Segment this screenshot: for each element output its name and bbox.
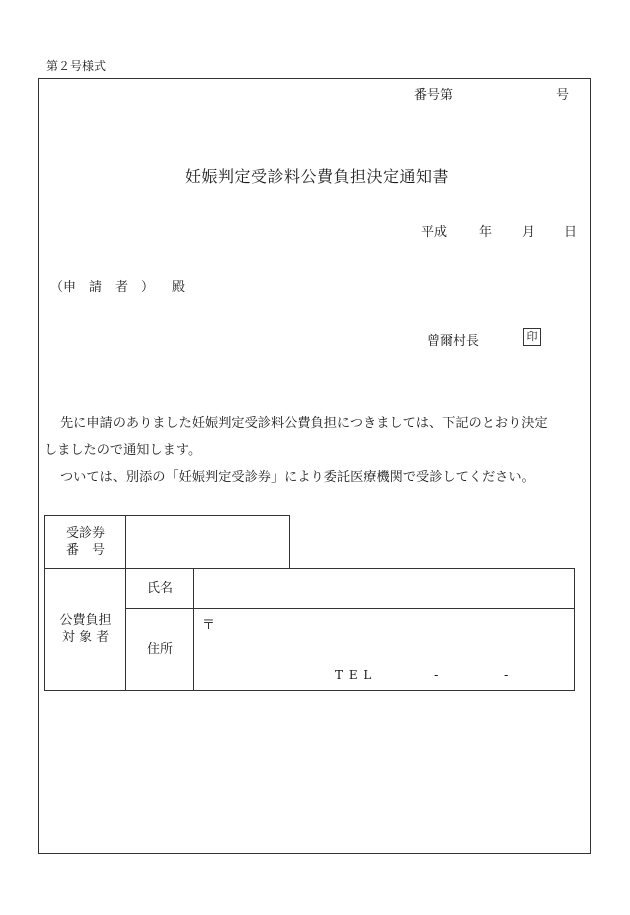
tel-separator-1: -: [434, 668, 439, 683]
applicant-field: [50, 276, 185, 295]
ticket-header-line-1: 受診券: [65, 526, 105, 541]
body-text-line-3: ついては、別添の「妊娠判定受診券」により委託医療機関で受診してください。: [60, 470, 535, 485]
body-text-line-2: しましたので通知します。: [44, 443, 202, 458]
tel-label: T E L: [335, 668, 373, 682]
subject-header: [44, 568, 126, 691]
body-text-line-1: 先に申請のありました妊娠判定受診料公費負担につきましては、下記のとおり決定: [60, 416, 548, 431]
subject-header-line-1: 公費負担: [59, 613, 112, 628]
form-number-label: 第２号様式: [46, 59, 107, 73]
subject-header-line-2: 対 象 者: [61, 630, 110, 645]
seal-box: 印: [523, 328, 541, 346]
issuer-title: 曾爾村長: [427, 334, 480, 349]
date-day: 日: [564, 225, 578, 240]
address-label: 住所: [146, 641, 173, 657]
ticket-number-header: [44, 515, 126, 569]
applicant-honorific: 殿: [172, 280, 186, 295]
applicant-label: （申 請 者 ）: [50, 280, 155, 295]
address-label-cell: [125, 608, 194, 691]
number-prefix: 番号第: [414, 88, 454, 103]
tel-separator-2: -: [504, 668, 509, 683]
date-month: 月: [522, 225, 536, 240]
postal-mark: 〒: [202, 618, 216, 633]
address-field[interactable]: [193, 608, 575, 691]
name-label-cell: [125, 568, 194, 609]
name-label: 氏名: [146, 580, 173, 596]
document-title: 妊娠判定受診料公費負担決定通知書: [185, 167, 450, 186]
ticket-number-field[interactable]: [125, 515, 290, 569]
number-suffix: 号: [556, 88, 570, 103]
date-year: 年: [479, 225, 493, 240]
ticket-header-line-2: 番 号: [65, 543, 105, 558]
date-era: 平成: [421, 225, 448, 240]
name-field[interactable]: [193, 568, 575, 609]
